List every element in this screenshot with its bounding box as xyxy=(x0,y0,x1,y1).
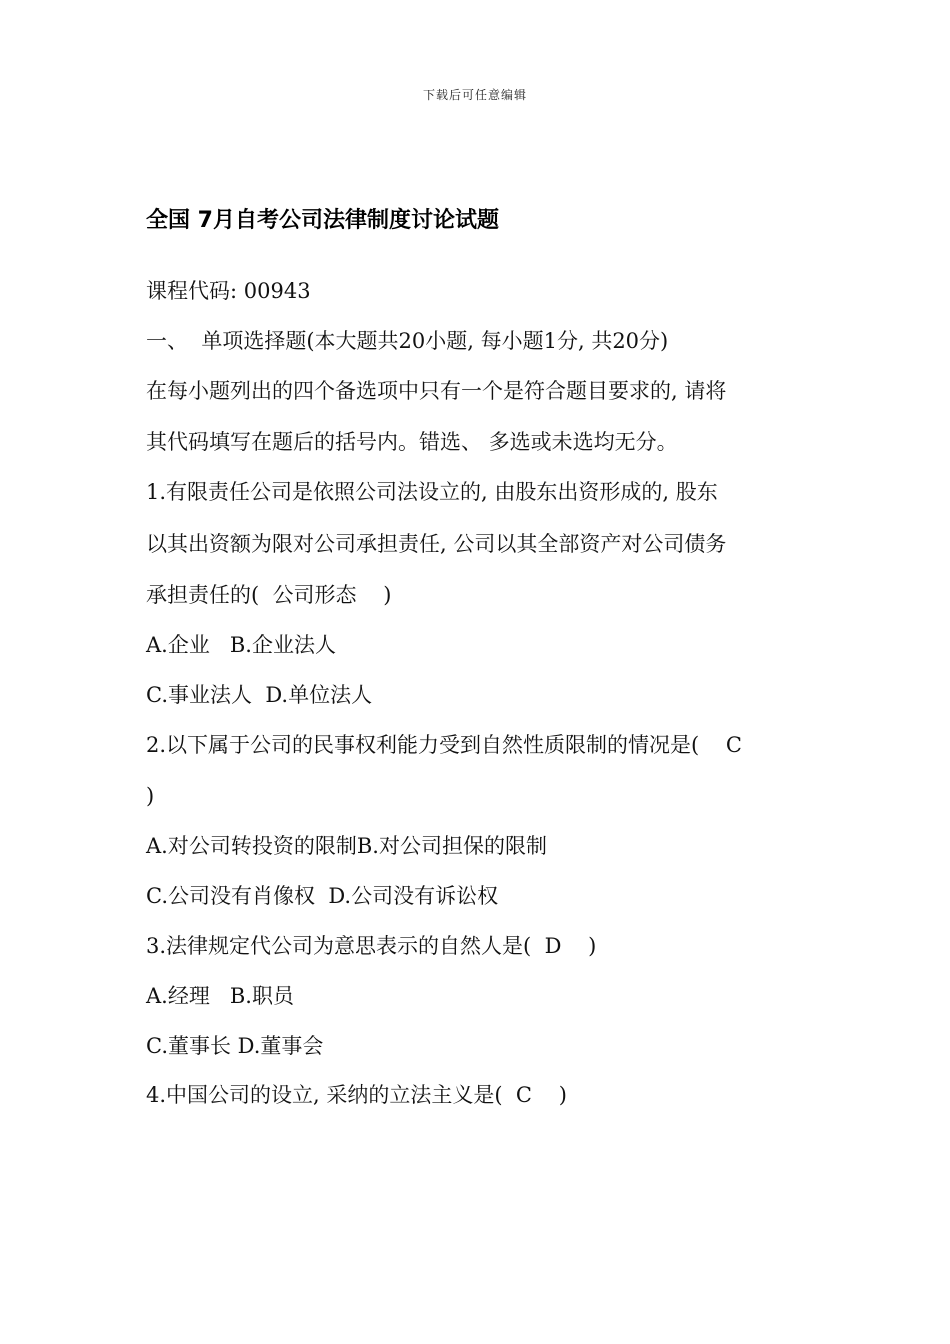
question-1-options-cd: C.事业法人 D.单位法人 xyxy=(146,683,373,707)
question-2-options-ab: A.对公司转投资的限制B.对公司担保的限制 xyxy=(146,834,547,858)
header-note: 下载后可任意编辑 xyxy=(422,88,527,102)
instructions-line-2: 其代码填写在题后的括号内。错选、 多选或未选均无分。 xyxy=(146,430,678,454)
question-2-options-cd: C.公司没有肖像权 D.公司没有诉讼权 xyxy=(146,884,499,908)
question-1-options-ab: A.企业 B.企业法人 xyxy=(146,633,336,657)
section-heading: 一、 单项选择题(本大题共20小题, 每小题1分, 共20分) xyxy=(146,329,669,353)
question-1-line-1: 1.有限责任公司是依照公司法设立的, 由股东出资形成的, 股东 xyxy=(146,480,718,504)
course-code-line: 课程代码: 00943 xyxy=(146,279,311,303)
document-title: 全国 7月自考公司法律制度讨论试题 xyxy=(146,208,499,233)
question-3-line: 3.法律规定代公司为意思表示的自然人是( D ) xyxy=(146,934,597,958)
instructions-line-1: 在每小题列出的四个备选项中只有一个是符合题目要求的, 请将 xyxy=(146,379,727,403)
question-2-line-1: 2.以下属于公司的民事权利能力受到自然性质限制的情况是( C xyxy=(146,733,742,757)
question-4-line: 4.中国公司的设立, 采纳的立法主义是( C ) xyxy=(146,1083,567,1107)
question-3-options-ab: A.经理 B.职员 xyxy=(146,984,294,1008)
question-2-line-2: ) xyxy=(146,784,155,808)
question-1-line-3: 承担责任的( 公司形态 ) xyxy=(146,583,392,607)
question-1-line-2: 以其出资额为限对公司承担责任, 公司以其全部资产对公司债务 xyxy=(146,532,727,556)
question-3-options-cd: C.董事长 D.董事会 xyxy=(146,1034,324,1058)
